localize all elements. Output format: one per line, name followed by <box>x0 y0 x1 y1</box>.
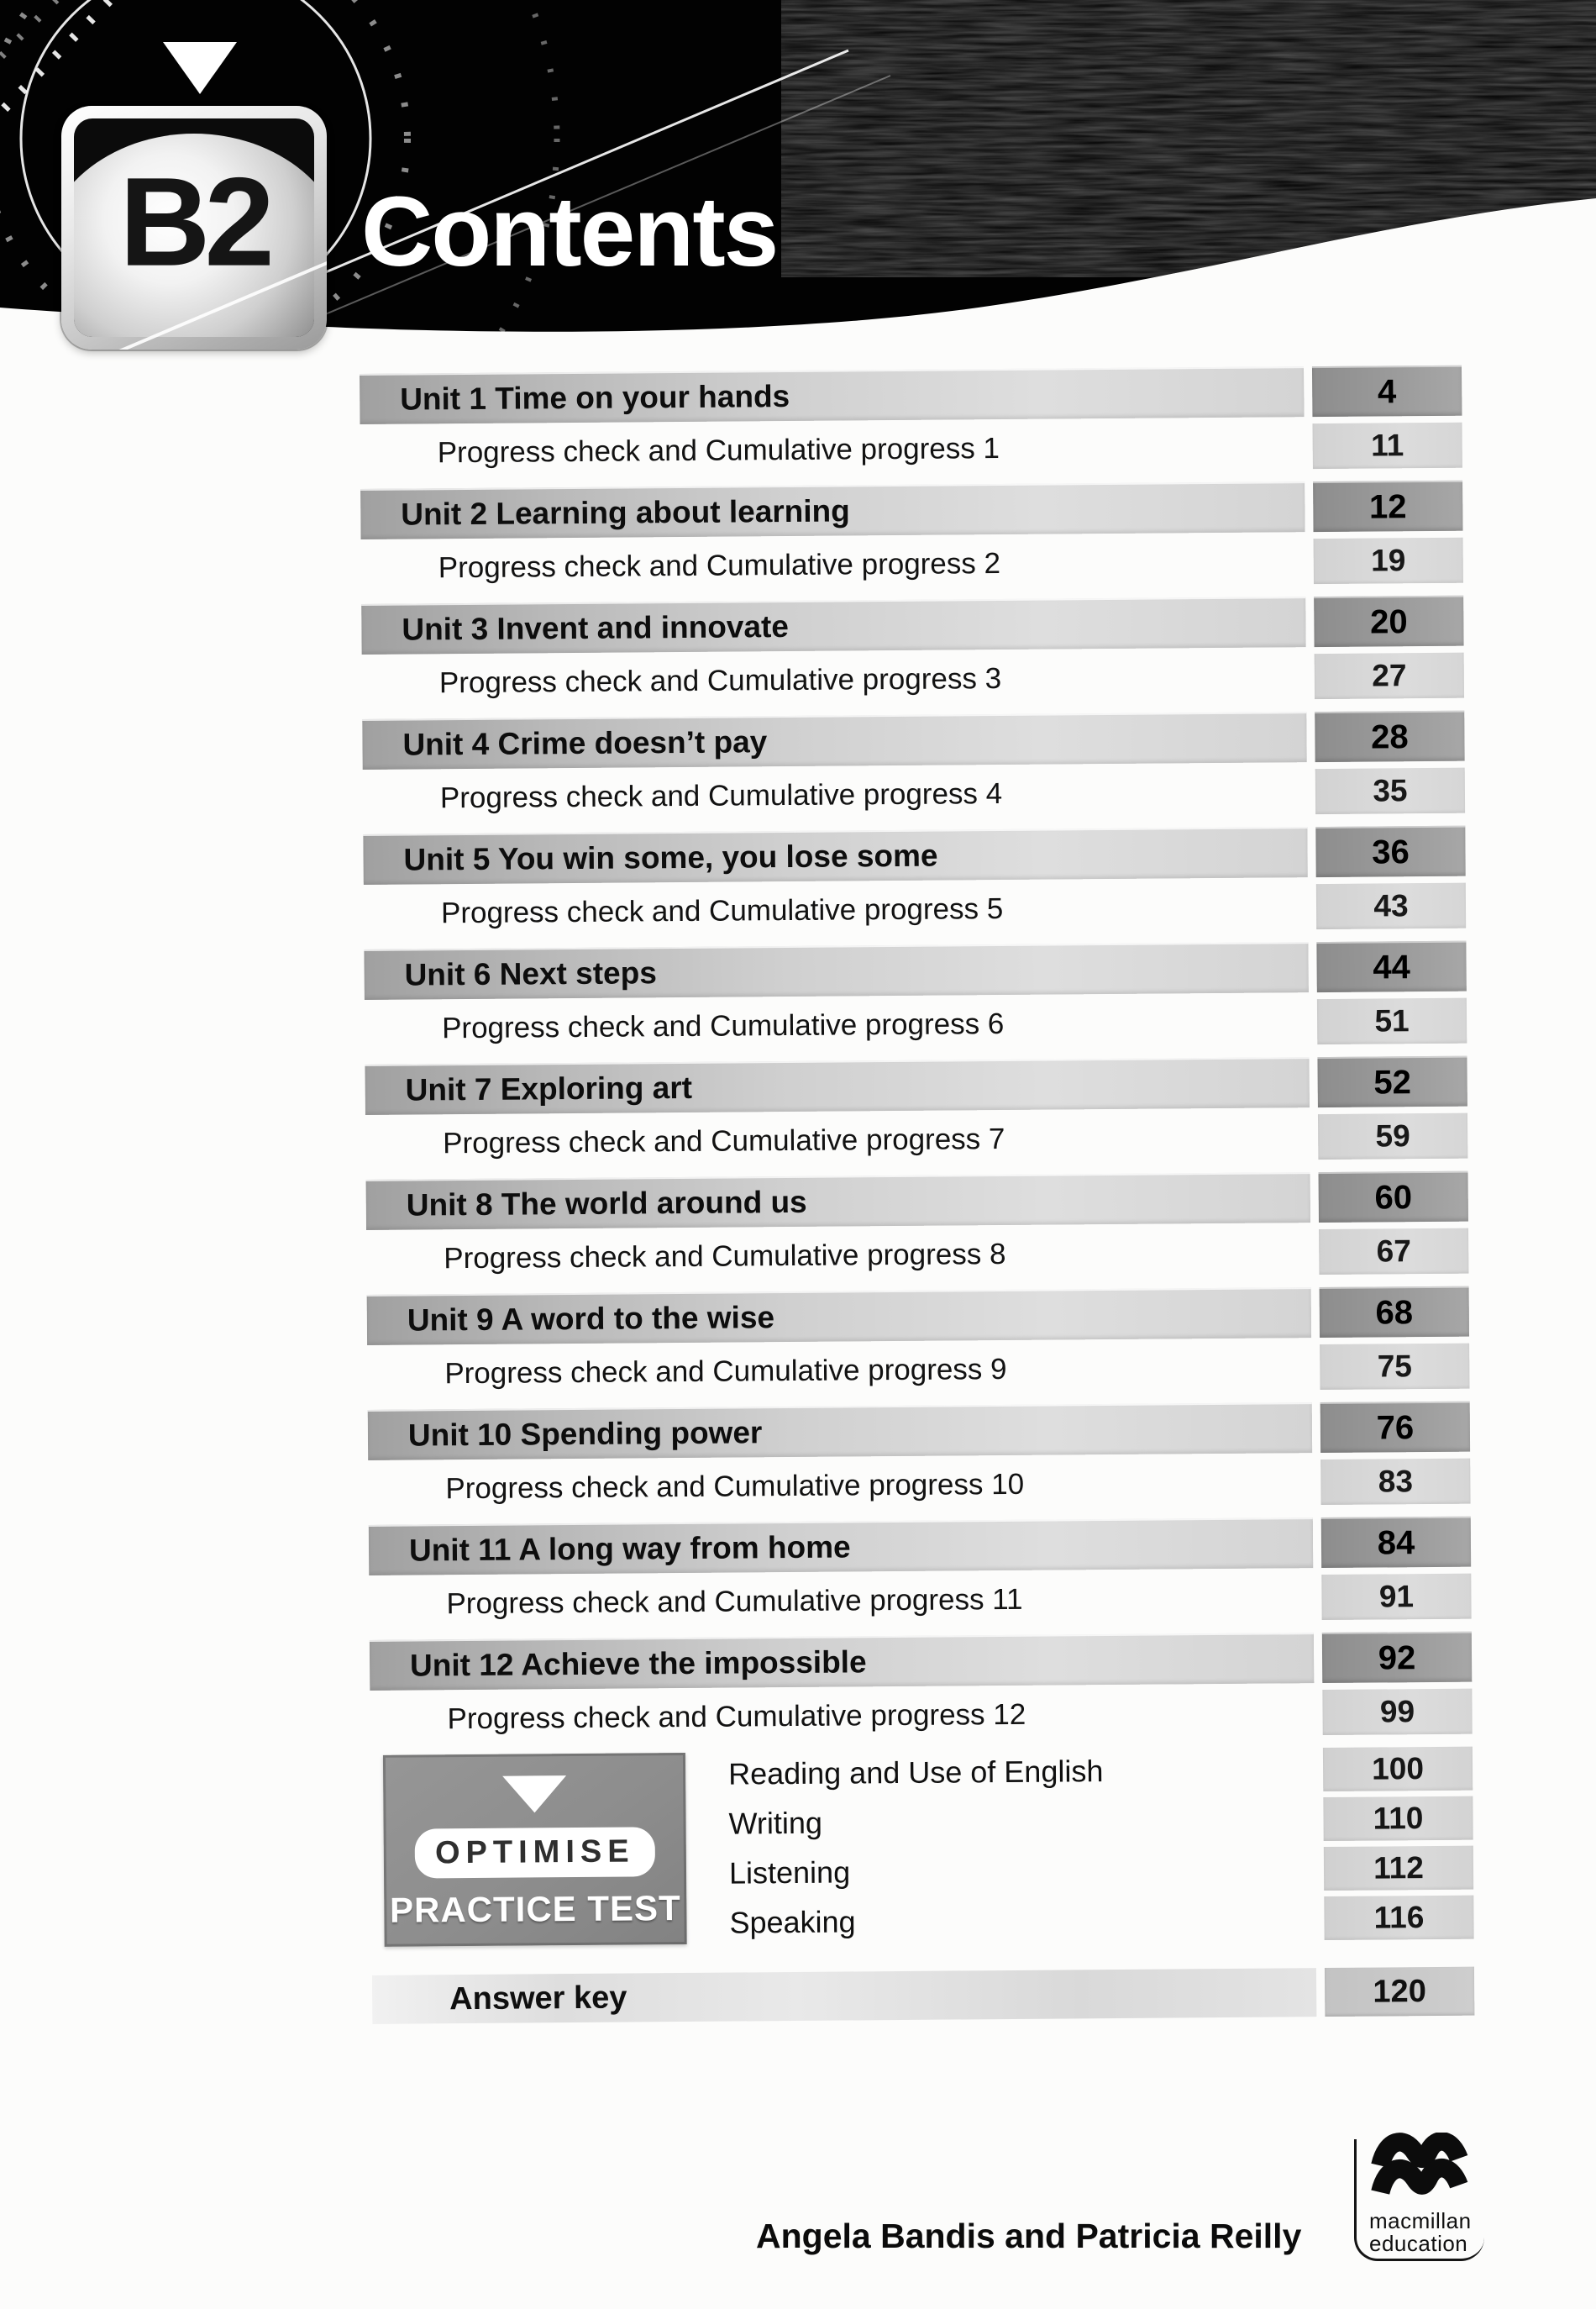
level-badge-label: B2 <box>119 150 269 292</box>
progress-title: Progress check and Cumulative progress 9 <box>444 1352 1007 1391</box>
progress-title: Progress check and Cumulative progress 6 <box>441 1007 1005 1045</box>
unit-title: Unit 6 Next steps <box>364 942 1308 1000</box>
unit-title: Unit 5 You win some, you lose some <box>363 827 1307 885</box>
toc-progress-row <box>360 423 1462 476</box>
unit-page-number: 68 <box>1320 1286 1469 1338</box>
progress-page-number: 27 <box>1315 653 1464 699</box>
toc-unit-row <box>366 1171 1468 1230</box>
unit-title: Unit 9 A word to the wise <box>367 1287 1311 1345</box>
toc-unit-row <box>364 941 1466 1000</box>
toc-progress-row <box>369 1574 1471 1628</box>
unit-page-number: 36 <box>1315 826 1465 877</box>
progress-page-number: 67 <box>1319 1228 1468 1275</box>
publisher-line-2: education <box>1369 2231 1468 2256</box>
down-triangle-icon <box>502 1775 566 1813</box>
toc-unit-row <box>369 1517 1471 1575</box>
unit-page-number: 44 <box>1316 941 1466 992</box>
scan-texture <box>781 0 1596 277</box>
progress-page-number: 19 <box>1314 538 1463 584</box>
toc-progress-row <box>368 1459 1470 1512</box>
toc-progress-row <box>361 538 1463 592</box>
practice-test-label: PRACTICE TEST <box>389 1888 681 1930</box>
toc-progress-row <box>370 1689 1472 1743</box>
authors-line: Angela Bandis and Patricia Reilly <box>756 2217 1302 2255</box>
progress-page-number: 59 <box>1318 1113 1467 1160</box>
unit-page-number: 20 <box>1314 596 1463 647</box>
skill-row <box>686 1846 1473 1896</box>
progress-page-number: 75 <box>1320 1344 1469 1390</box>
unit-page-number: 12 <box>1313 481 1462 532</box>
unit-page-number: 92 <box>1322 1632 1472 1683</box>
unit-title: Unit 7 Exploring art <box>365 1057 1309 1115</box>
answer-key-page-number: 120 <box>1325 1967 1474 2017</box>
practice-test-section <box>370 1747 1474 1954</box>
publisher-line-1: macmillan <box>1369 2208 1472 2233</box>
level-badge-panel <box>74 118 314 337</box>
toc-progress-row <box>367 1344 1469 1397</box>
toc-unit-row <box>360 366 1462 424</box>
progress-page-number: 43 <box>1316 883 1466 929</box>
progress-page-number: 35 <box>1315 768 1465 814</box>
down-triangle-icon <box>163 42 237 94</box>
progress-page-number: 99 <box>1322 1689 1472 1735</box>
toc-unit-row <box>365 1056 1467 1115</box>
macmillan-logo-icon <box>1370 2133 1469 2205</box>
skill-page-number: 110 <box>1323 1796 1473 1841</box>
unit-title: Unit 12 Achieve the impossible <box>370 1633 1314 1691</box>
table-of-contents <box>360 366 1474 2024</box>
publisher-name <box>1369 2210 1472 2255</box>
skill-page-number: 100 <box>1323 1747 1473 1791</box>
toc-progress-row <box>364 883 1466 937</box>
skill-page-number: 116 <box>1324 1896 1473 1940</box>
optimise-practice-test-logo <box>383 1753 687 1947</box>
optimise-brand-label: OPTIMISE <box>415 1827 655 1878</box>
toc-unit-row <box>363 826 1465 885</box>
skill-row <box>686 1896 1473 1945</box>
toc-progress-row <box>366 1228 1468 1282</box>
progress-title: Progress check and Cumulative progress 12 <box>447 1697 1026 1736</box>
unit-title: Unit 8 The world around us <box>366 1172 1310 1230</box>
progress-page-number: 51 <box>1317 998 1467 1044</box>
progress-page-number: 83 <box>1320 1459 1470 1505</box>
toc-unit-row <box>360 481 1462 539</box>
unit-title: Unit 10 Spending power <box>368 1402 1312 1460</box>
toc-progress-row <box>362 653 1464 707</box>
skill-title: Reading and Use of English <box>727 1754 1104 1791</box>
unit-page-number: 60 <box>1318 1171 1467 1223</box>
macmillan-education-logo <box>1354 2139 1484 2261</box>
skill-row <box>685 1747 1473 1796</box>
skill-title: Listening <box>728 1854 851 1891</box>
progress-title: Progress check and Cumulative progress 8 <box>444 1237 1006 1275</box>
answer-key-row <box>372 1967 1474 2024</box>
toc-progress-row <box>363 768 1465 822</box>
progress-title: Progress check and Cumulative progress 10 <box>445 1467 1025 1506</box>
progress-title: Progress check and Cumulative progress 3 <box>438 662 1002 700</box>
progress-page-number: 91 <box>1321 1574 1471 1620</box>
unit-page-number: 84 <box>1321 1517 1471 1568</box>
unit-title: Unit 11 A long way from home <box>369 1517 1313 1575</box>
page-title: Contents <box>361 176 778 287</box>
progress-title: Progress check and Cumulative progress 5 <box>440 892 1004 930</box>
progress-title: Progress check and Cumulative progress 4 <box>439 777 1003 815</box>
unit-title: Unit 3 Invent and innovate <box>361 597 1305 655</box>
unit-title: Unit 2 Learning about learning <box>360 481 1305 539</box>
skill-page-number: 112 <box>1324 1846 1473 1891</box>
skill-title: Speaking <box>729 1904 856 1940</box>
progress-title: Progress check and Cumulative progress 11 <box>446 1582 1023 1621</box>
progress-title: Progress check and Cumulative progress 7 <box>443 1122 1005 1160</box>
unit-page-number: 52 <box>1317 1056 1467 1107</box>
progress-title: Progress check and Cumulative progress 1 <box>437 432 1000 470</box>
unit-page-number: 4 <box>1312 366 1462 417</box>
toc-unit-row <box>367 1286 1469 1345</box>
toc-progress-row <box>365 1113 1467 1167</box>
progress-title: Progress check and Cumulative progress 2 <box>438 547 1001 585</box>
toc-unit-row <box>361 596 1463 655</box>
unit-title: Unit 1 Time on your hands <box>360 366 1304 424</box>
progress-page-number: 11 <box>1312 423 1462 469</box>
level-badge <box>61 106 327 350</box>
exam-skills-list <box>685 1747 1474 1951</box>
unit-page-number: 76 <box>1320 1402 1470 1453</box>
answer-key-title: Answer key <box>372 1968 1316 2024</box>
skill-title: Writing <box>728 1805 823 1841</box>
toc-unit-row <box>362 711 1464 770</box>
skill-row <box>685 1796 1473 1846</box>
unit-title: Unit 4 Crime doesn’t pay <box>362 712 1306 770</box>
toc-unit-row <box>368 1402 1470 1460</box>
toc-unit-row <box>370 1632 1472 1691</box>
toc-progress-row <box>365 998 1467 1052</box>
unit-page-number: 28 <box>1315 711 1464 762</box>
